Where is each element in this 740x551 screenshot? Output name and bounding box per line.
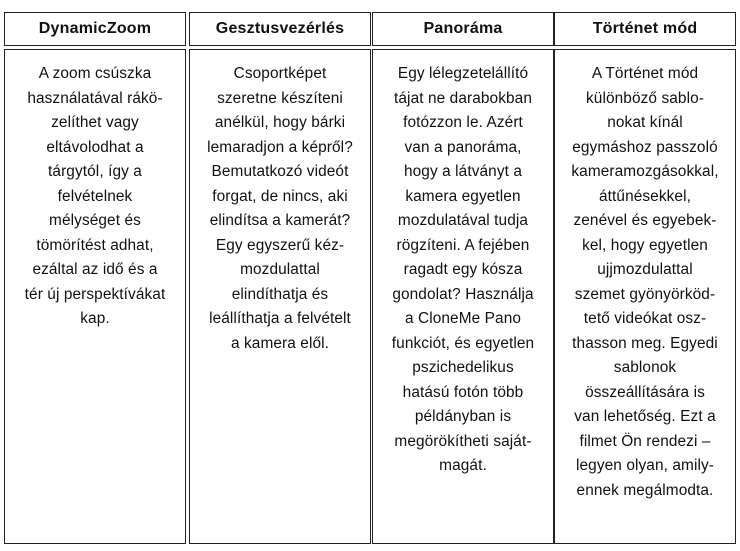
text-line: fotózzon le. Azért [403, 114, 523, 131]
text-line: ragadt egy kósza [403, 261, 523, 278]
text-line: szeretne készíteni [217, 89, 343, 107]
column-header [189, 12, 371, 46]
text-line: tárgytól, így a [48, 163, 142, 180]
text-line: a kamera elől. [230, 334, 330, 352]
text-line: sablonok [613, 359, 677, 376]
text-line: ennek megálmodta. [576, 481, 714, 499]
text-line: felvételnek [57, 187, 133, 205]
column-title: Panoráma [423, 20, 503, 37]
text-line: eltávolodhat a [46, 138, 144, 156]
column-tortenet-mod [554, 12, 736, 544]
text-line: hogy a látványt a [403, 163, 523, 180]
text-line: használatával rákö- [27, 89, 163, 107]
text-line: hatású fotón több [402, 383, 524, 401]
text-line: tömörítést adhat, [36, 236, 154, 254]
text-line: nokat kínál [607, 114, 683, 131]
text-line: mozdulatával tudja [397, 212, 529, 229]
text-line: mélységet és [49, 212, 141, 229]
text-line: példányban is [414, 408, 512, 425]
text-line: tér új perspektívákat [24, 285, 166, 303]
column-body [554, 49, 736, 544]
column-body [189, 49, 371, 544]
text-line: Egy lélegzetelállító [397, 65, 529, 82]
text-line: legyen olyan, amily- [575, 457, 714, 474]
text-line: összeállítására is [585, 383, 705, 401]
text-line: ezáltal az idő és a [32, 261, 158, 278]
column-header [372, 12, 554, 46]
column-title: Gesztusvezérlés [215, 20, 345, 37]
text-line: elindítsa a kamerát? [209, 212, 351, 229]
text-line: leállíthatja a felvételt [209, 310, 351, 327]
text-line: Csoportképet [233, 65, 327, 82]
text-line: van lehetőség. Ezt a [574, 408, 716, 425]
text-line: forgat, de nincs, aki [212, 187, 348, 205]
text-line: mozdulattal [240, 261, 320, 278]
text-line: lemaradjon a képről? [207, 138, 353, 156]
text-line: filmet Ön rendezi – [579, 432, 711, 450]
text-line: zelíthet vagy [51, 114, 139, 131]
text-line: elindíthatja és [231, 285, 329, 303]
column-body [372, 49, 554, 544]
text-line: A zoom csúszka [38, 65, 152, 82]
text-line: különböző sablo- [586, 89, 704, 107]
text-line: kameramozgásokkal, [571, 163, 719, 180]
text-line: kel, hogy egyetlen [582, 236, 708, 254]
column-gesztusvezerles [189, 12, 371, 544]
text-line: rögzíteni. A fejében [396, 236, 530, 254]
text-line: kamera egyetlen [405, 187, 521, 205]
text-line: zenével és egyebek- [573, 212, 717, 229]
text-line: A Történet mód [591, 65, 699, 82]
text-line: áttűnésekkel, [599, 187, 691, 205]
text-line: Egy egyszerű kéz- [215, 236, 345, 254]
column-panorama [372, 12, 554, 544]
column-title: DynamicZoom [38, 20, 152, 37]
text-line: magát. [439, 457, 487, 474]
text-line: megörökítheti saját- [394, 432, 532, 450]
text-line: van a panoráma, [404, 138, 522, 156]
text-line: tájat ne darabokban [394, 89, 532, 107]
column-header [554, 12, 736, 46]
text-line: egymáshoz passzoló [572, 138, 718, 156]
text-line: pszichedelikus [412, 359, 514, 376]
text-line: funkciót, és egyetlen [391, 334, 535, 352]
column-body [4, 49, 186, 544]
text-line: kap. [80, 310, 110, 327]
column-title: Történet mód [592, 20, 698, 37]
text-line: thasson meg. Egyedi [572, 334, 718, 352]
text-line: tető videókat osz- [583, 310, 707, 327]
column-dynamiczoom [4, 12, 186, 544]
column-header [4, 12, 186, 46]
text-line: a CloneMe Pano [404, 310, 522, 327]
text-line: gondolat? Használja [392, 285, 534, 303]
text-line: ujjmozdulattal [597, 261, 693, 278]
text-line: szemet gyönyörköd- [574, 285, 716, 303]
text-line: Bemutatkozó videót [211, 163, 349, 180]
text-line: anélkül, hogy bárki [214, 114, 346, 131]
